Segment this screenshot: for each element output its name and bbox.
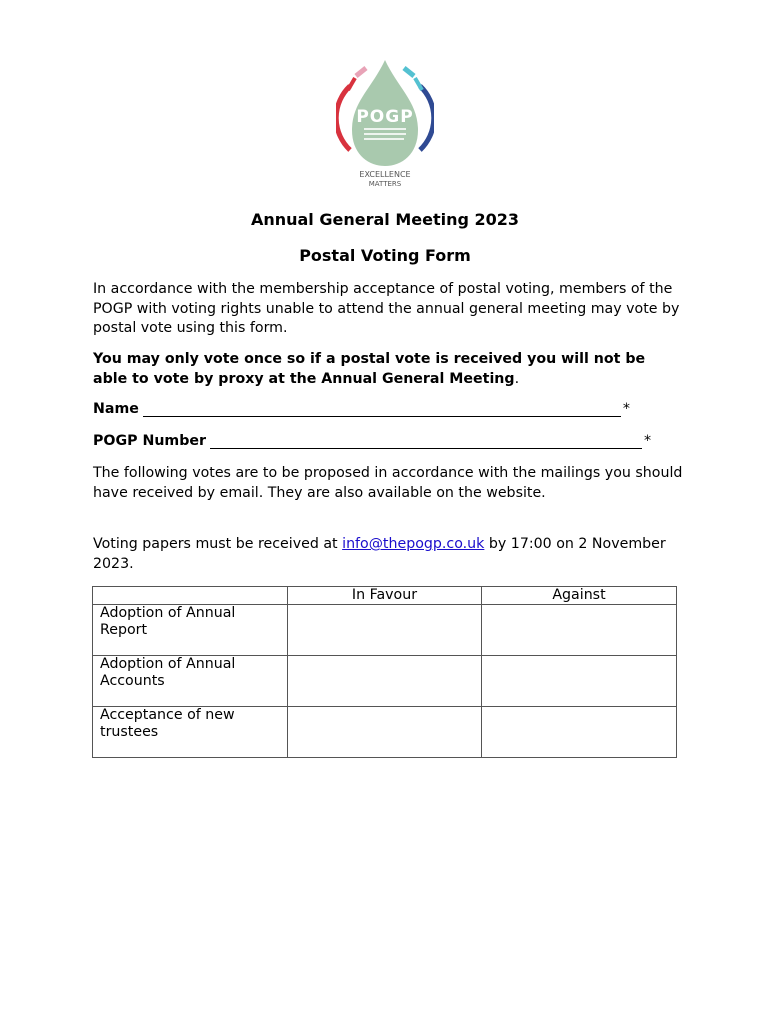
pogp-required-mark: * <box>643 433 652 449</box>
table-header-against: Against <box>482 587 677 605</box>
logo-tagline-1: EXCELLENCE <box>359 170 411 179</box>
vote-in-favour-cell[interactable] <box>288 707 482 758</box>
vote-in-favour-cell[interactable] <box>288 605 482 656</box>
table-row <box>93 707 677 758</box>
motion-label: Acceptance of new trustees <box>93 707 288 758</box>
table-header-in-favour: In Favour <box>288 587 482 605</box>
logo-text: POGP <box>356 107 414 127</box>
page-title: Annual General Meeting 2023 <box>250 210 520 229</box>
motion-label: Adoption of Annual Report <box>93 605 288 656</box>
intro-text: In accordance with the membership acceptance of postal voting, members of the POGP with voting rights unable to attend the annual general meeting may vote by postal vote using this form. <box>93 281 680 336</box>
name-label: Name <box>93 401 139 417</box>
votes-table <box>92 586 677 758</box>
table-header-blank <box>93 587 288 605</box>
pogp-logo <box>336 58 434 188</box>
deadline-prefix: Voting papers must be received at <box>93 536 343 552</box>
table-row <box>93 605 677 656</box>
vote-against-cell[interactable] <box>482 605 677 656</box>
table-row <box>93 656 677 707</box>
table-header-row <box>93 587 677 605</box>
warning-end: . <box>514 370 520 387</box>
motion-label: Adoption of Annual Accounts <box>93 656 288 707</box>
logo-tagline-2: MATTERS <box>368 180 402 188</box>
warning-main: You may only vote once so if a postal vote is received you will not be able to vote by proxy at the Annual General Meeting <box>93 351 646 387</box>
pogp-number-field[interactable] <box>93 433 651 449</box>
email-link[interactable]: info@thepogp.co.uk <box>342 536 485 552</box>
name-field[interactable] <box>93 401 630 417</box>
name-required-mark: * <box>622 401 630 417</box>
votes-note: The following votes are to be proposed in accordance with the mailings you should have received by email. They are also available on the website. <box>93 465 683 501</box>
vote-against-cell[interactable] <box>482 656 677 707</box>
form-title: Postal Voting Form <box>299 246 471 265</box>
deadline-suffix: by 17:00 on 2 November 2023. <box>93 536 666 572</box>
vote-against-cell[interactable] <box>482 707 677 758</box>
vote-in-favour-cell[interactable] <box>288 656 482 707</box>
pogp-number-label: POGP Number <box>93 433 206 449</box>
warning-text <box>93 350 683 389</box>
pogp-number-input-line[interactable] <box>210 433 642 449</box>
name-input-line[interactable] <box>143 401 621 417</box>
deadline-text <box>93 535 683 574</box>
